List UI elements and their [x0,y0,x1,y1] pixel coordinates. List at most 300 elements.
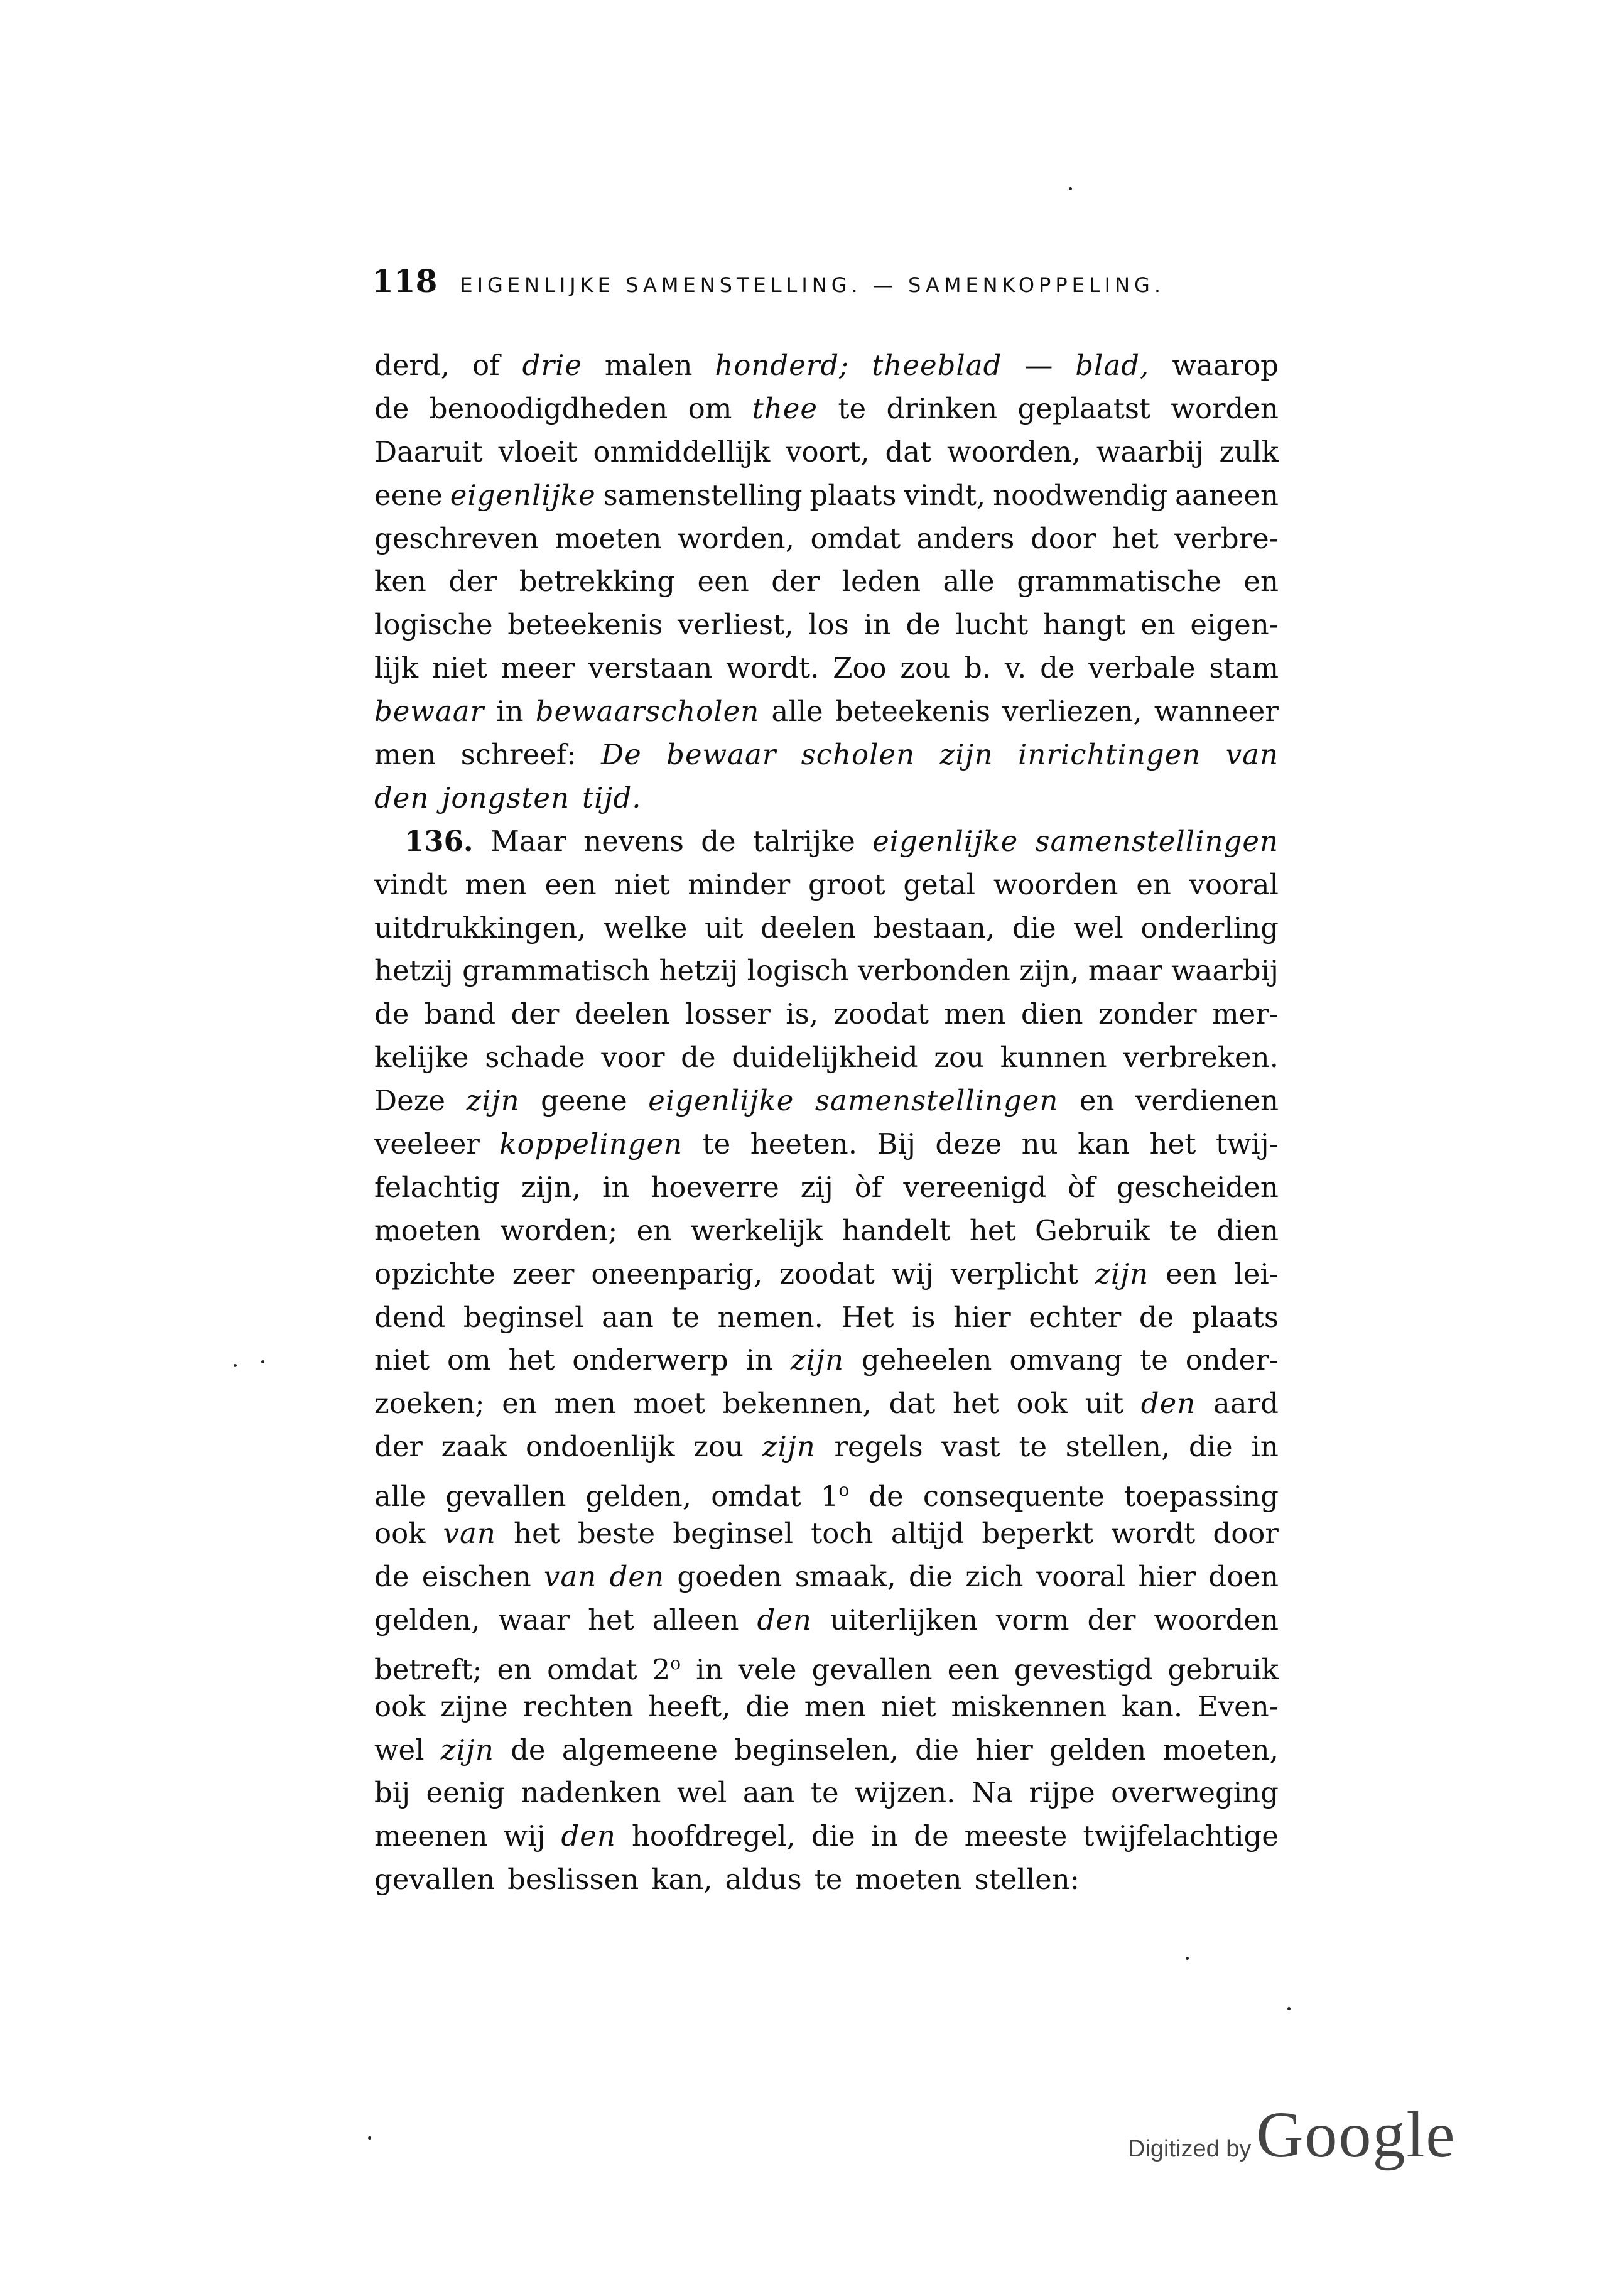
word: rechten [522,1689,634,1723]
word: men [554,1387,616,1420]
word: zijn [1095,1257,1149,1291]
word: hoofdregel, [631,1819,796,1853]
text-line [374,431,1279,474]
word: Even- [1197,1689,1279,1723]
word: den [609,1559,665,1593]
word: de [681,1041,716,1074]
word: verstaan [588,651,713,685]
word: vele [738,1652,797,1686]
word: ook [374,1689,426,1723]
word: van [1225,738,1279,772]
word: de [701,824,736,858]
google-watermark [1128,2097,1480,2173]
word: vooral [1036,1559,1126,1593]
word: in [496,695,524,728]
word: beteekenis [835,695,990,728]
word: twij- [1215,1127,1279,1161]
word: malen [604,349,693,382]
word: beste [577,1517,656,1550]
word: in [863,608,891,642]
word: van [544,1559,597,1593]
word: vloeit [498,435,578,468]
text-line [374,690,1279,733]
word: ken [374,565,426,598]
word: nevens [583,824,685,858]
word: handelt [842,1213,951,1247]
word: om [688,391,732,425]
word: felachtig [374,1170,500,1204]
word: regels [834,1430,923,1464]
word: geheelen [861,1343,992,1377]
word: altijd [890,1517,965,1550]
word: verbreken. [1123,1041,1279,1074]
word: hoeverre [651,1170,779,1204]
word: wordt [1111,1517,1196,1550]
word: stam [1209,651,1279,685]
word: De [601,738,642,772]
scan-speck [1069,187,1072,190]
word: logische [374,608,493,642]
word: geschreven [374,521,539,555]
word: b. [964,651,992,685]
word: verdienen [1135,1084,1279,1118]
word: drinken [886,391,998,425]
word: verbonden [857,954,1010,988]
word: algemeene [561,1733,718,1767]
text-line [374,647,1279,690]
word: in [870,1819,899,1853]
word: kan. [1121,1689,1183,1723]
word: zijn [790,1343,844,1377]
word: beteekenis [507,608,663,642]
word: kan, [651,1863,713,1897]
word: inrichtingen [1017,738,1201,772]
word: zijn [466,1084,520,1118]
word: der [511,997,560,1031]
word: mer- [1211,997,1279,1031]
word: koppelingen [499,1127,683,1161]
word: waarbij [1096,435,1204,468]
text-line [374,1036,1279,1080]
word: die [745,1689,790,1723]
word: hetzij [659,954,739,988]
word: een [697,565,749,598]
word: ook [374,1517,426,1550]
word: bewaarscholen [535,695,760,728]
word: beslissen [507,1863,639,1897]
word: miskennen [951,1689,1107,1723]
word: en [497,1652,533,1686]
word: moeten, [1162,1733,1279,1767]
word: los [808,608,849,642]
word: wanneer [1154,695,1279,728]
word: men [374,738,436,772]
word: nemen. [717,1300,823,1334]
word: honderd; [715,349,850,382]
word: drie [522,349,582,382]
word: Gebruik [1035,1213,1150,1247]
word: het [969,1213,1016,1247]
word: moet [633,1387,705,1420]
word: verliezen, [1002,695,1142,728]
text-line [374,733,1279,777]
text-line [374,1382,1279,1426]
word: alle [771,695,823,728]
word: ook [1016,1387,1068,1420]
word: door [1030,521,1096,555]
word: noodwendig [993,478,1168,512]
word: hangt [1042,608,1126,642]
word: de [1040,651,1075,685]
word: onmiddellijk [593,435,771,468]
text-line [374,1296,1279,1339]
word: der [1087,1603,1136,1637]
scan-speck [234,1364,237,1367]
word: en [636,1213,672,1247]
word: meeste [964,1819,1068,1853]
word: gescheiden [1116,1170,1279,1204]
word: vindt [374,867,447,901]
word: deelen [574,997,670,1031]
word: in [696,1652,723,1686]
word: scholen [801,738,916,772]
word: gevallen [445,1480,566,1513]
word: Maar [490,824,567,858]
text-line [374,517,1279,561]
word: moeten [374,1213,482,1247]
word: beginselen, [734,1733,899,1767]
word: gevestigd [1014,1652,1153,1686]
word: of [472,349,500,382]
word: logisch [747,954,849,988]
word: zijne [440,1689,508,1723]
word: goeden [677,1559,782,1593]
scan-speck [1287,2007,1291,2010]
word: is, [786,997,819,1031]
word: echter [1029,1300,1122,1334]
word: groot [808,867,885,901]
word: aan [602,1300,654,1334]
word: het [508,1343,555,1377]
word: te [810,1776,839,1810]
text-line [374,1512,1279,1556]
word: meenen [374,1819,488,1853]
word: het [1149,1127,1196,1161]
word: stellen, [1065,1430,1171,1464]
word: de [374,997,409,1031]
word: deelen [761,911,857,944]
word: te [1140,1343,1168,1377]
word: lijk [374,651,419,685]
word: woorden [993,867,1118,901]
word: onder- [1185,1343,1279,1377]
word: worden [1171,391,1279,425]
body-text [374,344,1279,1902]
word: men [465,867,527,901]
text-line [374,1469,1279,1512]
word: gevallen [811,1652,933,1686]
word: meer [501,651,575,685]
text-line [374,560,1279,603]
word: vast [941,1430,1000,1464]
text-line [374,1123,1279,1166]
word: oneenparig, [591,1257,763,1291]
word: òf [854,1170,882,1204]
word: òf [1068,1170,1095,1204]
word: twijfelachtige [1083,1819,1279,1853]
word: de [374,1559,409,1593]
word: waarbij [1171,954,1279,988]
word: worden; [500,1213,618,1247]
word: overweging [1111,1776,1279,1810]
word: beperkt [982,1517,1094,1550]
scan-speck [1186,1957,1189,1960]
word: zijn [939,738,993,772]
word: een [947,1652,999,1686]
word: kunnen [1000,1041,1107,1074]
word: losser [685,997,771,1031]
word: bewaar [666,738,777,772]
word: niet [431,651,487,685]
word: uiterlijken [830,1603,978,1637]
word: en [1136,867,1171,901]
word: werkelijk [690,1213,823,1247]
word: om [447,1343,491,1377]
word: de [869,1480,904,1513]
word: is [912,1300,936,1334]
word: duidelijkheid [732,1041,918,1074]
word: den [757,1603,812,1637]
word: niet [374,1343,430,1377]
word: zich [965,1559,1024,1593]
word: onderling [1140,911,1279,944]
word: grammatische [1017,565,1221,598]
word: zulk [1219,435,1279,468]
word: zijn, [521,1170,582,1204]
word: bewaar [374,695,485,728]
word: eigen- [1190,608,1279,642]
word: alleen [652,1603,739,1637]
word: 2$^o$ [652,1652,681,1686]
word: zeer [512,1257,575,1291]
word: worden, [678,521,794,555]
word: gelden, [374,1603,480,1637]
word: geene [541,1084,627,1118]
word: zoeken; [374,1387,485,1420]
word: eenig [426,1776,505,1810]
word: wijzen. [854,1776,956,1810]
page-number: 118 [372,262,438,300]
word: zou [693,1430,744,1464]
text-line [374,603,1279,647]
word: niet [614,867,670,901]
text-line [374,993,1279,1036]
word: samenstellingen [1035,824,1279,858]
word: v. [1004,651,1027,685]
word: een [544,867,597,901]
word: eischen [421,1559,531,1593]
word: lucht [955,608,1029,642]
word: te [814,1863,843,1897]
text-line [374,344,1279,387]
word: anders [916,521,1015,555]
word: nu [1021,1127,1058,1161]
word: Na [971,1776,1014,1810]
word: veeleer [374,1127,480,1161]
text-line [374,863,1279,907]
word: vorm [995,1603,1069,1637]
word: gevallen [374,1863,495,1897]
word: vereenigd [903,1170,1047,1204]
word: wel [676,1776,727,1810]
word: zaak [441,1430,507,1464]
word: zoodat [779,1257,875,1291]
word: onderwerp [572,1343,728,1377]
text-line [374,777,1279,820]
word: omvang [1009,1343,1123,1377]
word: 1$^o$ [820,1480,850,1513]
word: thee [752,391,818,425]
text-line [374,1686,1279,1729]
word: gebruik [1167,1652,1279,1686]
word: en [1243,565,1279,598]
word: die [811,1819,855,1853]
word: bekennen, [722,1387,872,1420]
word: voort, [786,435,870,468]
word: door [1213,1517,1279,1550]
word: maar [1088,954,1162,988]
word: uit [705,911,744,944]
word: omdat [810,521,901,555]
word: der [448,565,497,598]
text-line [374,1858,1279,1902]
word: verplicht [950,1257,1079,1291]
word: te [1019,1430,1047,1464]
word: der [374,1430,423,1464]
word: betreft; [374,1652,482,1686]
word: eigenlijke [450,478,596,512]
text-line-paragraph-start [374,820,1279,863]
word: de [1139,1300,1174,1334]
word: van [443,1517,496,1550]
word: toepassing [1124,1480,1279,1513]
word: bestaan, [873,911,995,944]
word: in [745,1343,773,1377]
digitized-by-label: Digitized by [1128,2136,1252,2162]
word: ondoenlijk [525,1430,675,1464]
word: hier [975,1733,1033,1767]
word: toch [811,1517,874,1550]
text-line [374,1729,1279,1772]
word: deze [935,1127,1002,1161]
word: dien [1020,997,1083,1031]
text-line [374,474,1279,517]
word: eigenlijke [872,824,1019,858]
word: zijn, [1019,954,1080,988]
word: grammatisch [462,954,651,988]
word: jongsten [441,781,570,814]
word: zijn [762,1430,816,1464]
word: blad, [1075,349,1150,382]
text-line [374,1080,1279,1123]
word: tijd. [582,781,642,814]
word: hier [953,1300,1011,1334]
word: gelden, [585,1480,692,1513]
text-line [374,1599,1279,1642]
word: welke [603,911,688,944]
word: consequente [923,1480,1105,1513]
text-line [374,1815,1279,1858]
word: getal [903,867,976,901]
word: te [702,1127,731,1161]
word: eigenlijke [648,1084,794,1118]
word: 136. [404,824,474,858]
word: dien [1216,1213,1279,1247]
text-line [374,1426,1279,1469]
text-line [374,1209,1279,1253]
scan-speck [368,2136,371,2140]
word: woorden, [947,435,1081,468]
word: schreef: [460,738,577,772]
word: de [914,1819,949,1853]
word: opzichte [374,1257,495,1291]
word: de [511,1733,546,1767]
word: moeten [555,521,662,555]
word: vooral [1189,867,1279,901]
word: schade [485,1041,585,1074]
word: bij [374,1776,411,1810]
text-line [374,1253,1279,1296]
word: wel [1073,911,1123,944]
word: zijn [440,1733,494,1767]
word: hetzij [374,954,453,988]
word: minder [688,867,791,901]
text-line [374,907,1279,950]
text-line [374,1772,1279,1815]
text-line [374,1556,1279,1599]
word: en [1140,608,1176,642]
word: kan [1078,1127,1130,1161]
word: vindt, [904,478,986,512]
word: die [1188,1430,1233,1464]
word: te [838,391,867,425]
word: verbale [1088,651,1196,685]
word: het [514,1517,560,1550]
word: Zoo [833,651,887,685]
word: men [804,1689,867,1723]
word: waarop [1172,349,1279,382]
word: leden [842,565,921,598]
word: het [1112,521,1159,555]
word: Deze [374,1084,446,1118]
word: heeten. [750,1127,858,1161]
word: gelden [1049,1733,1147,1767]
word: eene [374,478,443,512]
word: lei- [1234,1257,1279,1291]
word: die [1012,911,1056,944]
word: waar [498,1603,570,1637]
scan-speck [261,1360,264,1363]
word: omdat [711,1480,801,1513]
word: hier [1138,1559,1196,1593]
word: geplaatst [1017,391,1150,425]
word: men [944,997,1006,1031]
word: samenstellingen [815,1084,1059,1118]
word: Het [841,1300,894,1334]
word: te [671,1300,700,1334]
word: zou [934,1041,985,1074]
word: uit [1085,1387,1124,1420]
